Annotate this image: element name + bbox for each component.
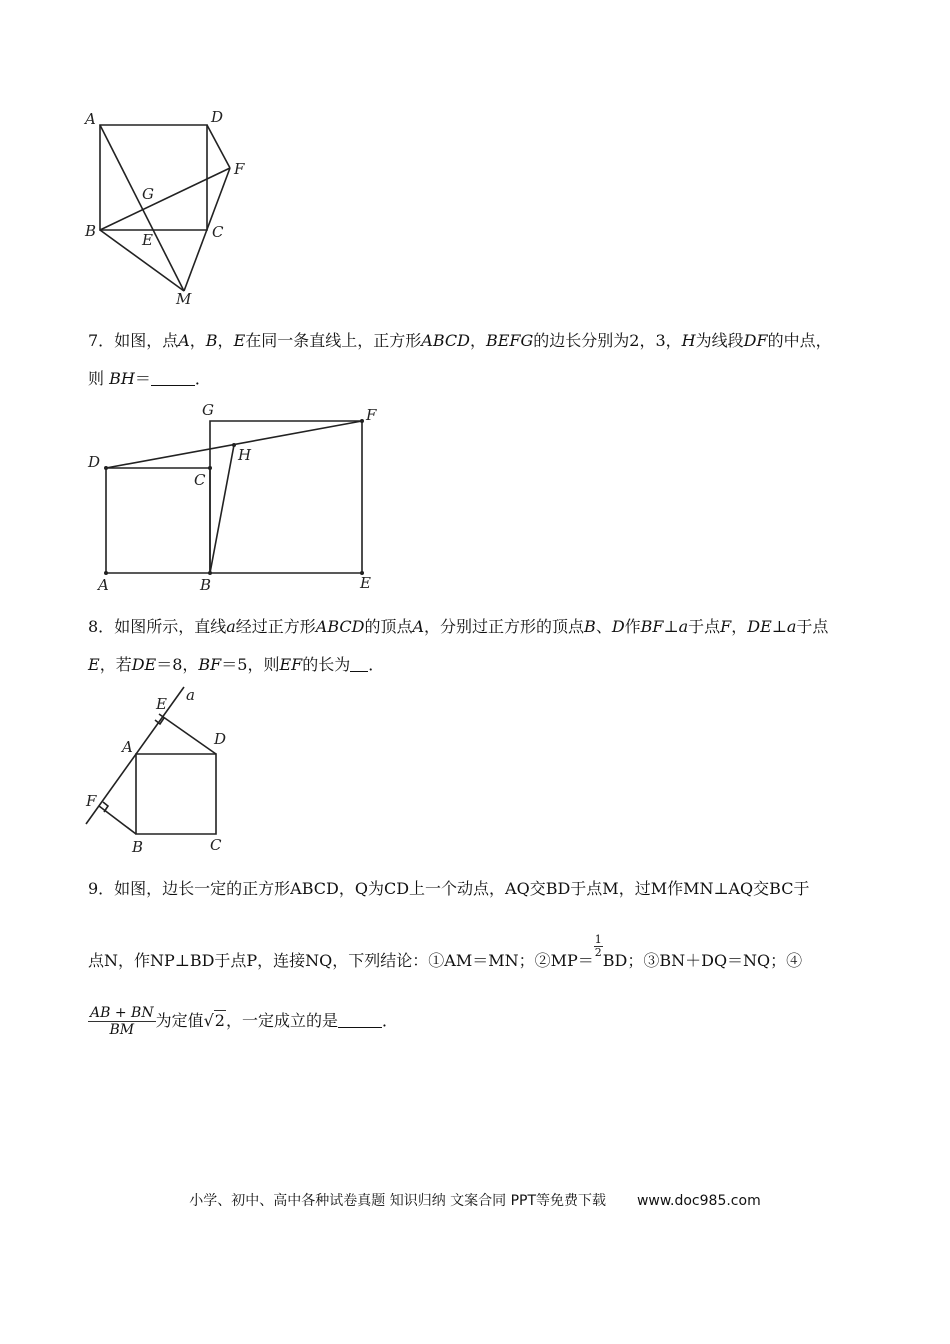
question-7 — [88, 322, 868, 398]
label-e: E — [360, 574, 371, 592]
fraction-ab-bn-over-bm: $\frac{AB + BN}{BM}$ — [90, 1005, 154, 1038]
point-b — [208, 571, 212, 575]
answer-blank-8[interactable] — [350, 653, 368, 672]
question-9-line-2: 点N，作NP⊥BD于点P，连接NQ，下列结论：①AM＝MN；②MP＝ $\frac{1}{2}$ BD；③BN＋DQ＝NQ；④ — [88, 933, 803, 970]
page-footer — [0, 1190, 950, 1210]
point-d — [104, 466, 108, 470]
label-b: B — [85, 222, 97, 240]
question-8 — [88, 608, 868, 684]
label-d: D — [211, 108, 224, 126]
label-h: H — [238, 446, 252, 464]
question-8-line-1: 8．如图所示，直线a经过正方形ABCD的顶点A，分别过正方形的顶点B、D作BF⊥a于点F，DE⊥a于点 — [88, 617, 829, 636]
figure-line-a-square — [78, 682, 248, 862]
point-a — [104, 571, 108, 575]
segment-bh — [210, 445, 234, 573]
question-7-line-1: 7．如图，点A，B，E在同一条直线上，正方形ABCD，BEFG的边长分别为2，3，H为线段DF的中点， — [88, 331, 832, 350]
square-abcd — [136, 754, 216, 834]
footer-url[interactable]: www.doc985.com — [636, 1193, 761, 1209]
segment-am — [100, 125, 184, 291]
sqrt-two: √2 — [203, 1011, 225, 1030]
label-b: B — [132, 838, 144, 856]
line-a — [86, 687, 184, 824]
question-7-line-2: 则 BH＝ ． — [88, 369, 211, 388]
label-a: A — [98, 576, 109, 594]
point-c — [208, 466, 212, 470]
segment-df — [207, 125, 230, 168]
label-f: F — [234, 160, 245, 178]
figure-two-squares — [86, 398, 386, 598]
label-a: A — [122, 738, 133, 756]
figure-square-abcd-fgem — [80, 108, 260, 308]
label-a-line: a — [186, 686, 195, 704]
label-a: A — [85, 110, 96, 128]
question-8-line-2: E，若DE＝8，BF＝5，则EF的长为 ． — [88, 655, 385, 674]
question-9-line-1: 9．如图，边长一定的正方形ABCD，Q为CD上一个动点，AQ交BD于点M，过M作MN⊥AQ交BC于 — [88, 879, 810, 898]
label-f: F — [86, 792, 97, 810]
label-d: D — [214, 730, 227, 748]
answer-blank-7[interactable] — [151, 367, 195, 386]
point-h — [232, 443, 236, 447]
label-m: M — [176, 290, 192, 308]
label-c: C — [210, 836, 222, 854]
point-f — [360, 419, 364, 423]
label-f: F — [366, 406, 377, 424]
label-b: B — [200, 576, 212, 594]
label-e: E — [142, 231, 153, 249]
fraction-one-half: $\frac{1}{2}$ — [594, 933, 602, 959]
label-g: G — [202, 401, 214, 419]
answer-blank-9[interactable] — [338, 1009, 382, 1028]
segment-de — [159, 714, 216, 754]
footer-text: 小学、初中、高中各种试卷真题 知识归纳 文案合同 PPT等免费下载 — [189, 1193, 607, 1209]
square-abcd — [100, 125, 207, 230]
label-c: C — [212, 223, 224, 241]
label-c: C — [194, 471, 206, 489]
question-9 — [88, 870, 868, 1040]
question-9-line-3: $\frac{AB + BN}{BM}$ 为定值√2，一定成立的是 ． — [90, 1005, 399, 1038]
label-e: E — [156, 695, 167, 713]
label-g: G — [142, 185, 154, 203]
label-d: D — [88, 453, 101, 471]
